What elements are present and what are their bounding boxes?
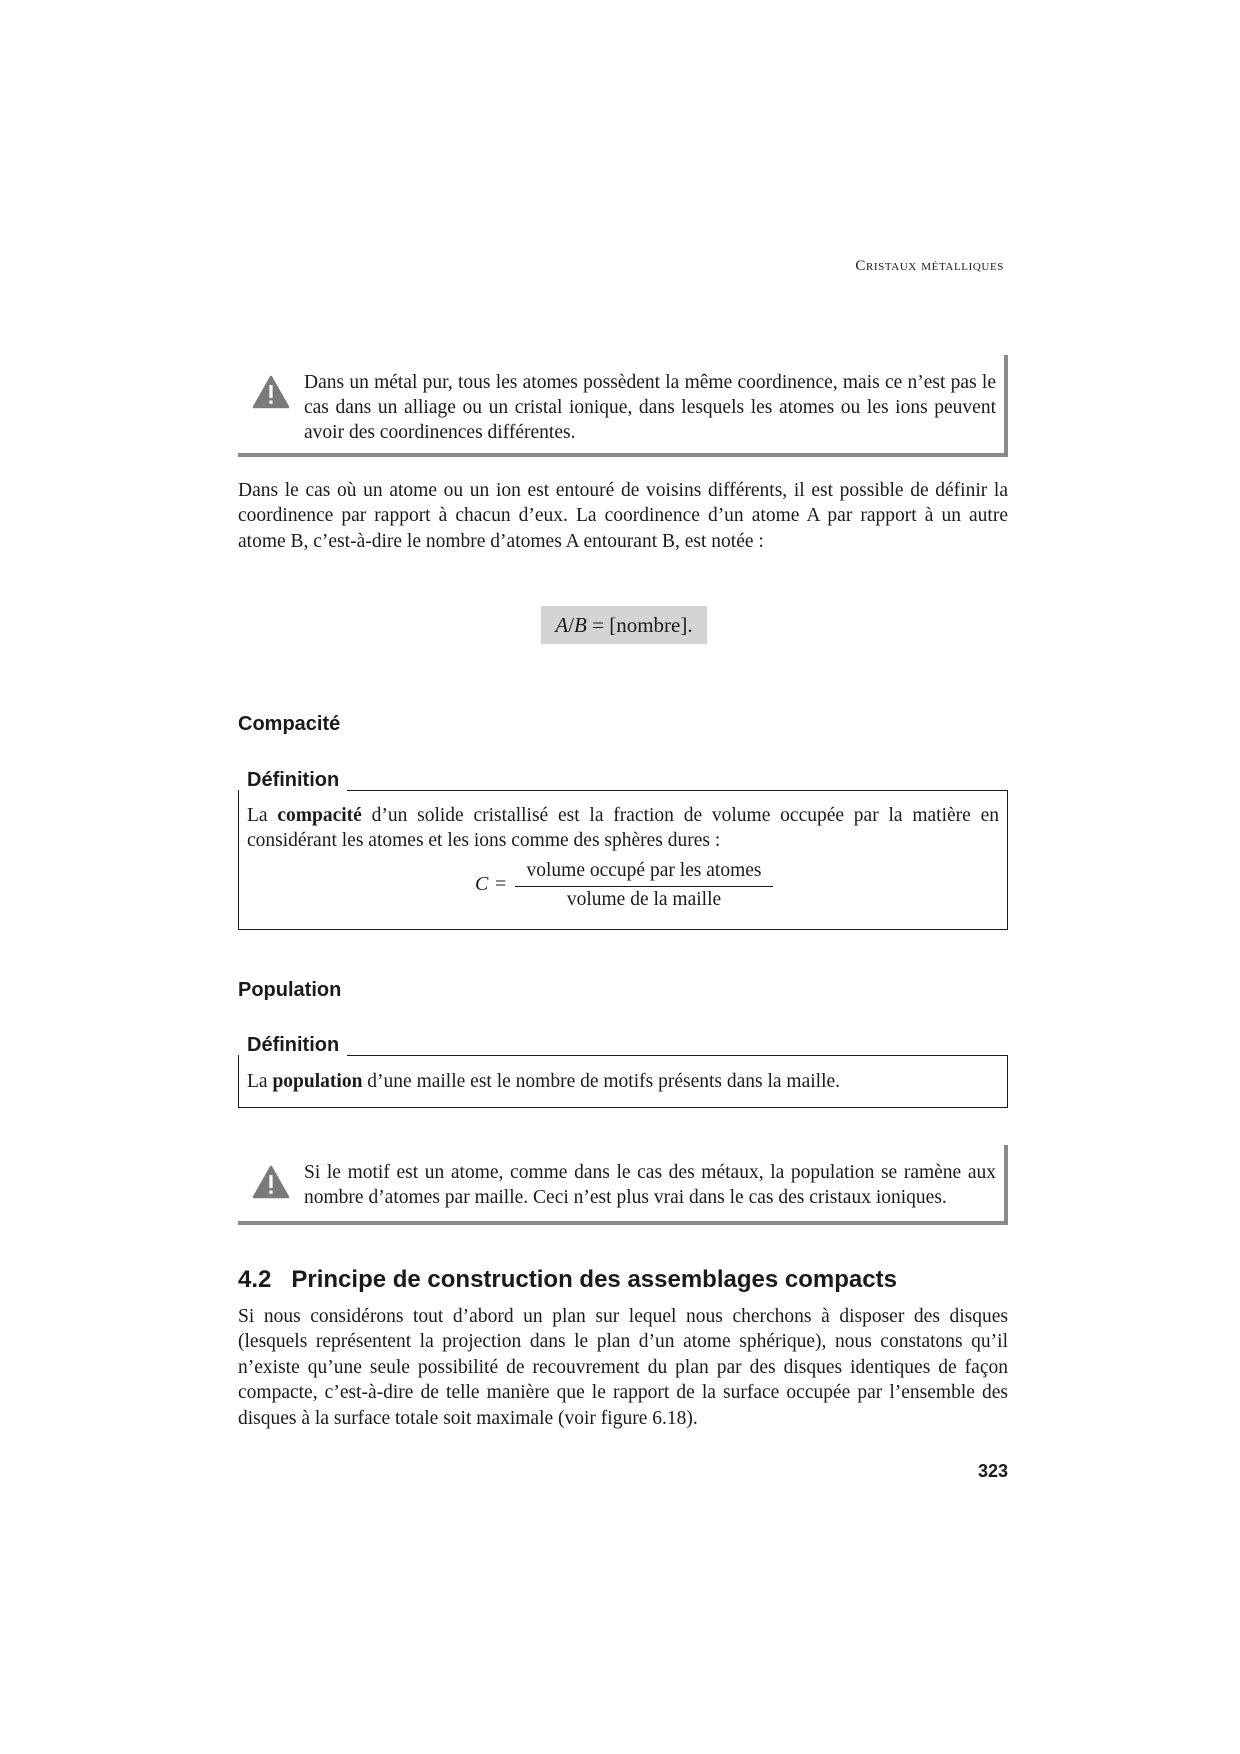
- subsection-heading-population: Population: [238, 979, 342, 1001]
- formula-var-a: A: [555, 613, 569, 637]
- definition-text: La compacité d’un solide cristallisé est la fraction de volume occupée par la matière en considérant les atomes et les ions comme des sphères dures :: [247, 805, 999, 851]
- formula-rhs: [nombre].: [609, 613, 693, 637]
- definition-box-population: [238, 1034, 1008, 1108]
- formula-slash: /: [568, 613, 575, 637]
- paragraph-coordinence: Dans le cas où un atome ou un ion est entouré de voisins différents, il est possible de définir la coordinence par rapport à chacun d’eux. La coordinence d’un atome A par rapport à un autre atome B, c’est-à-dire le nombre d’atomes A entourant B, est notée :: [238, 480, 1008, 552]
- definition-label: Définition: [239, 1034, 347, 1056]
- warning-text: Si le motif est un atome, comme dans le cas des métaux, la population se ramène aux nombre d’atomes par maille. Ceci n’est plus vrai dans le cas des cristaux ioniques.: [304, 1162, 996, 1208]
- warning-triangle-icon: [252, 375, 290, 409]
- fraction-denominator: volume de la maille: [566, 889, 722, 910]
- section-number: 4.2: [238, 1266, 272, 1293]
- paragraph-assemblages: Si nous considérons tout d’abord un plan sur lequel nous cherchons à disposer des disques (lesquels représentent la projection dans le plan d’un atome sphérique), nous constatons qu’il n’existe qu’une seule possibilité de recouvrement du plan par des disques identiques de façon compacte, c’est-à-dire de telle manière que le rapport de la surface occupée par l’ensemble des disques à la surface totale soit maximale (voir figure 6.18).: [238, 1306, 1008, 1429]
- page-number: 323: [977, 1461, 1008, 1481]
- warning-text: Dans un métal pur, tous les atomes possèdent la même coordinence, mais ce n’est pas le cas dans un alliage ou un cristal ionique, dans lesquels les atomes ou les ions peuvent avoir des coordinences différentes.: [304, 372, 996, 443]
- fraction-bar: [515, 886, 773, 887]
- formula-equals: =: [586, 613, 610, 637]
- warning-triangle-icon: [252, 1165, 290, 1199]
- running-head: Cristaux métalliques: [855, 258, 1004, 274]
- definition-text: La population d’une maille est le nombre de motifs présents dans la maille.: [247, 1071, 841, 1092]
- definition-box-compacite: [238, 769, 1008, 930]
- formula-var-b: B: [574, 613, 587, 637]
- term-compacite: compacité: [277, 805, 362, 826]
- section-heading: [238, 1266, 897, 1294]
- formula-coordination: [541, 606, 707, 644]
- formula-equals: =: [495, 873, 507, 895]
- warning-box-population: [238, 1145, 1008, 1225]
- warning-box-coordinence: [238, 355, 1008, 457]
- subsection-heading-compacite: Compacité: [238, 713, 341, 735]
- definition-label: Définition: [239, 769, 347, 791]
- fraction-numerator: volume occupé par les atomes: [526, 860, 762, 881]
- term-population: population: [272, 1071, 363, 1092]
- formula-compacite: [239, 859, 1007, 915]
- formula-lhs: C: [475, 873, 489, 895]
- section-title: Principe de construction des assemblages compacts: [291, 1266, 897, 1293]
